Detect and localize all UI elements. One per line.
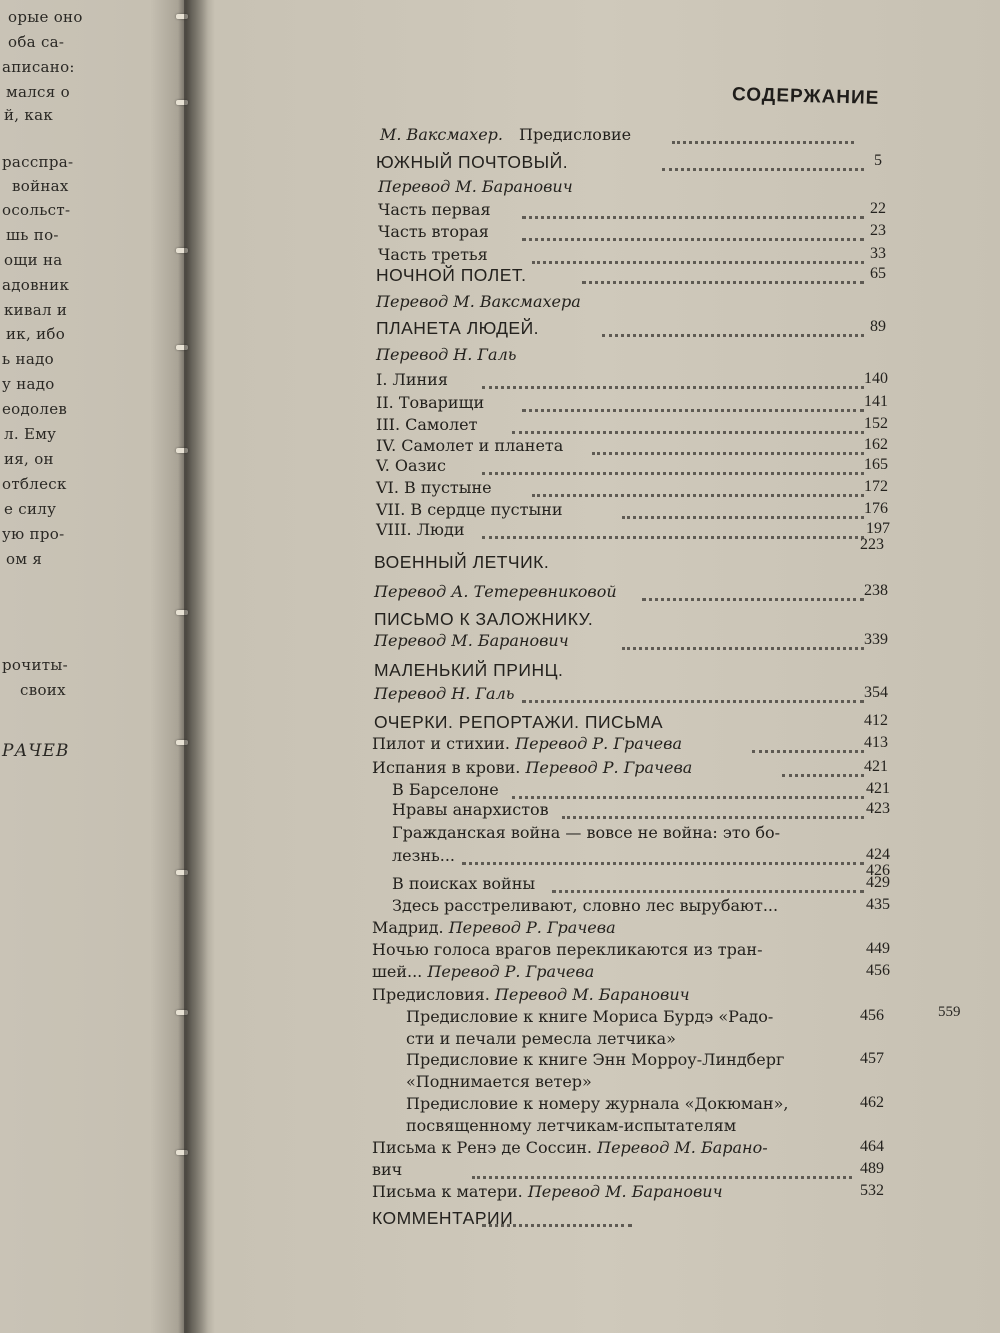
toc-entry [192,245,1000,267]
toc-entry [192,552,1000,574]
toc-entry-title: Предисловие к номеру журнала «Докюман», [406,1094,789,1113]
toc-entry [192,1182,1000,1204]
toc-entry [192,370,1000,392]
toc-entry-text [406,1007,773,1026]
toc-entry [192,758,1000,780]
left-line: рочиты- [2,656,68,674]
left-line: отблеск [2,475,67,493]
leader-dots [522,202,864,219]
toc-entry [192,780,1000,802]
toc-entry-title: IV. Самолет и планета [376,436,564,455]
toc-entry [192,1007,1000,1029]
toc-page-number: 354 [864,684,888,701]
toc-entry-text [372,1182,723,1201]
left-line: й, как [4,106,54,124]
toc-page-number: 197 [866,520,890,537]
toc-entry-title: Перевод А. Тетеревниковой [374,582,617,601]
toc-entry [192,800,1000,822]
toc-entry-translator: Перевод Р. Грачева [427,962,595,981]
toc-entry-text [374,582,617,601]
left-line: еодолев [2,400,68,418]
toc-entry [192,200,1000,222]
leader-dots [522,395,864,412]
toc-entry-title: Здесь расстреливают, словно лес вырубают... [392,896,779,915]
toc-entry [192,318,1000,340]
toc-page-number: 457 [860,1050,884,1067]
toc-entry-title: Ночью голоса врагов перекликаются из тран- [372,940,763,959]
toc-entry-text [392,896,778,915]
toc-entry [192,345,1000,367]
leader-dots [582,267,864,284]
left-line: е силу [4,500,57,518]
left-line: ощи на [4,251,63,269]
toc-page-number: 532 [860,1182,884,1199]
toc-page-number: 489 [860,1160,884,1177]
toc-entry-text [392,823,780,842]
toc-entry-title: Мадрид. [372,918,444,937]
toc-entry [192,500,1000,522]
toc-page-number: 413 [864,734,888,751]
toc-entry-text [392,874,535,893]
toc-entry [192,609,1000,631]
toc-entry-title: II. Товарищи [376,393,485,412]
toc-entry-text [372,985,690,1004]
toc-entry-text [406,1094,788,1113]
toc-page-number: 140 [864,370,888,387]
left-line: оба са- [8,33,65,51]
toc-entry [192,985,1000,1007]
left-line: шь по- [6,226,59,244]
toc-entry-text [372,918,616,937]
left-line: осольст- [2,201,71,219]
left-line: ик, ибо [6,325,66,343]
toc-entry-title: В Барселоне [392,780,499,799]
toc-page-number: 22 [870,200,886,217]
toc-entry [192,874,1000,896]
toc-entry-title: VII. В сердце пустыни [376,500,563,519]
toc-entry-title: Пилот и стихии. [372,734,511,753]
toc-entry-text [376,370,448,389]
toc-entry-title: Гражданская война — вовсе не война: это бо- [392,823,781,842]
toc-entry [192,823,1000,845]
toc-entry-title: ЮЖНЫЙ ПОЧТОВЫЙ. [376,152,569,172]
toc-entry-title: Перевод М. Баранович [378,177,573,196]
toc-entry-title: Предисловия. [372,985,490,1004]
toc-entry-text [372,1138,768,1157]
toc-entry-text [376,500,563,519]
toc-entry-title: Письма к Ренэ де Соссин. [372,1138,593,1157]
left-line: аписано: [2,58,75,76]
toc-entry-title: Часть первая [378,200,491,219]
leader-dots [512,782,864,799]
left-line: ую про- [2,525,65,543]
toc-entry [192,962,1000,984]
toc-page-number: 238 [864,582,888,599]
leader-dots [562,802,864,819]
toc-entry [192,152,1000,174]
toc-entry-text [374,684,514,703]
toc-entry-title: НОЧНОЙ ПОЛЕТ. [376,265,527,285]
toc-entry-text [406,1116,736,1135]
toc-entry-text [376,318,539,339]
page-number: 559 [938,1004,961,1020]
toc-entry-translator: Перевод Р. Грачева [448,918,616,937]
toc-entry-title: Часть третья [378,245,488,264]
toc-entry-title: Перевод Н. Галь [374,684,515,703]
left-line: адовник [2,276,70,294]
toc-page-number: 223 [860,536,884,553]
toc-entry-text [376,292,581,311]
toc-page-number: 423 [866,800,890,817]
toc-entry-title: Предисловие [519,125,632,144]
toc-entry-title: КОММЕНТАРИИ [372,1208,514,1228]
toc-entry-text [372,962,594,981]
toc-entry-text [406,1050,784,1069]
toc-entry-title: посвященному летчикам-испытателям [406,1116,737,1135]
toc-entry-text [372,940,763,959]
left-line: ия, он [4,450,54,468]
toc-page-number: 424 [866,846,890,863]
left-line: ом я [6,550,43,568]
toc-entry-title: III. Самолет [376,415,478,434]
toc-entry-text [378,222,489,241]
toc-entry-title: МАЛЕНЬКИЙ ПРИНЦ. [374,660,564,680]
toc-entry [192,456,1000,478]
contents-page [192,0,1000,1333]
toc-entry-title: ОЧЕРКИ. РЕПОРТАЖИ. ПИСЬМА [374,712,664,732]
toc-entry [192,1050,1000,1072]
toc-page-number: 435 [866,896,890,913]
toc-entry [192,734,1000,756]
toc-entry [192,222,1000,244]
toc-entry-text [376,393,484,412]
toc-entry-translator: Перевод Р. Грачева [515,734,682,753]
toc-entry-text [376,436,563,455]
toc-entry-title: VIII. Люди [376,520,465,539]
toc-entry [192,712,1000,734]
toc-page-number: 5 [874,152,882,169]
toc-page-number: 33 [870,245,886,262]
toc-entry-text [376,265,526,286]
toc-entry [192,1072,1000,1094]
toc-entry-text [372,1208,513,1229]
toc-entry-title: V. Оазис [376,456,446,475]
toc-entry-text [378,245,488,264]
toc-page-number: 456 [860,1007,884,1024]
toc-entry-text [372,1160,402,1179]
left-line: орые оно [8,8,83,26]
left-line: у надо [2,375,55,393]
left-line: ь надо [2,350,54,368]
toc-entry-title: VI. В пустыне [376,478,492,497]
toc-page-number: 23 [870,222,886,239]
toc-entry [192,415,1000,437]
left-line: своих [20,681,66,699]
toc-entry-text [374,712,663,733]
left-page [0,0,184,1333]
leader-dots [592,438,864,455]
toc-entry [192,684,1000,706]
left-line: л. Ему [4,425,57,443]
toc-entry-title: Часть вторая [378,222,489,241]
toc-page-number: 176 [864,500,888,517]
toc-entry [192,631,1000,653]
toc-entry-title: лезнь... [392,846,455,865]
toc-entry-title: «Поднимается ветер» [406,1072,592,1091]
toc-entry [192,918,1000,940]
toc-page-number: 141 [864,393,888,410]
toc-entry [192,1138,1000,1160]
toc-entry-text [376,345,516,364]
toc-entry-title: Предисловие к книге Мориса Бурдэ «Радо- [406,1007,774,1026]
toc-page-number: 89 [870,318,886,335]
left-line: войнах [12,177,69,195]
toc-entry [192,1160,1000,1182]
toc-entry-title: Предисловие к книге Энн Морроу-Линдберг [406,1050,785,1069]
toc-page-number: 172 [864,478,888,495]
toc-entry-title: В поисках войны [392,874,536,893]
toc-entry [192,478,1000,500]
contents-title: СОДЕРЖАНИЕ [731,84,880,109]
toc-entry-text [376,415,477,434]
toc-page-number: 429 [866,874,890,891]
toc-entry-author: М. Ваксмахер. [380,125,503,144]
toc-page-number: 152 [864,415,888,432]
toc-entry-title: ПИСЬМО К ЗАЛОЖНИКУ. [374,609,594,629]
toc-entry-title: ВОЕННЫЙ ЛЕТЧИК. [374,552,550,572]
toc-page-number: 462 [860,1094,884,1111]
toc-entry-text [376,456,446,475]
toc-page-number: 456 [866,962,890,979]
leader-dots [672,127,854,144]
leader-dots [532,480,864,497]
left-signature: РАЧЕВ [2,741,70,761]
toc-entry [192,1116,1000,1138]
toc-page-number: 412 [864,712,888,729]
toc-entry-title: шей... [372,962,423,981]
toc-entry [192,265,1000,287]
toc-entry-text [376,478,492,497]
toc-page-number: 449 [866,940,890,957]
leader-dots [482,372,864,389]
toc-entry-title: Перевод Н. Галь [376,345,517,364]
toc-entry [192,177,1000,199]
toc-entry [192,436,1000,458]
toc-entry-title: вич [372,1160,403,1179]
leader-dots [552,876,864,893]
toc-page-number: 165 [864,456,888,473]
left-line: мался о [6,83,70,101]
toc-entry-text [406,1029,676,1048]
toc-entry-text [378,200,491,219]
toc-entry-text [406,1072,592,1091]
toc-entry-text [374,552,549,573]
toc-entry [192,940,1000,962]
toc-entry-text [378,177,573,196]
leader-dots [532,247,864,264]
toc-entry-text [392,780,499,799]
toc-page-number: 421 [864,758,888,775]
toc-entry-text [372,758,692,777]
leader-dots [602,320,864,337]
toc-entry [192,393,1000,415]
toc-entry [192,1029,1000,1051]
toc-entry-title: Перевод М. Ваксмахера [376,292,581,311]
toc-entry [192,582,1000,604]
toc-page-number: 65 [870,265,886,282]
toc-entry [192,292,1000,314]
left-line: кивал и [4,301,68,319]
toc-entry-title: Испания в крови. [372,758,521,777]
leader-dots [512,417,864,434]
toc-entry-title: Нравы анархистов [392,800,549,819]
toc-entry [192,125,1000,147]
toc-entry [192,1094,1000,1116]
toc-page-number: 162 [864,436,888,453]
toc-entry-text [380,125,631,144]
toc-page-number: 464 [860,1138,884,1155]
toc-entry-title: ПЛАНЕТА ЛЮДЕЙ. [376,318,540,338]
toc-entry-text [374,631,569,650]
left-line: расспра- [2,153,74,171]
toc-entry-translator: Перевод М. Барано- [597,1138,768,1157]
leader-dots [522,224,864,241]
toc-page-number: 421 [866,780,890,797]
toc-page-number: 339 [864,631,888,648]
toc-entry-text [374,609,593,630]
toc-entry-title: Письма к матери. [372,1182,523,1201]
toc-entry-title: сти и печали ремесла летчика» [406,1029,676,1048]
leader-dots [522,686,864,703]
toc-entry-text [392,800,549,819]
toc-entry-translator: Перевод М. Баранович [527,1182,723,1201]
toc-entry [192,1208,1000,1230]
toc-entry-translator: Перевод Р. Грачева [525,758,693,777]
toc-entry-title: I. Линия [376,370,448,389]
leader-dots [482,458,864,475]
toc-entry-title: Перевод М. Баранович [374,631,569,650]
toc-entry-text [376,152,568,173]
toc-entry [192,660,1000,682]
toc-entry-translator: Перевод М. Баранович [494,985,690,1004]
toc-page-number: 426 [866,862,890,879]
leader-dots [472,1162,852,1179]
toc-entry-text [372,734,682,753]
toc-entry [192,896,1000,918]
toc-entry-text [374,660,563,681]
